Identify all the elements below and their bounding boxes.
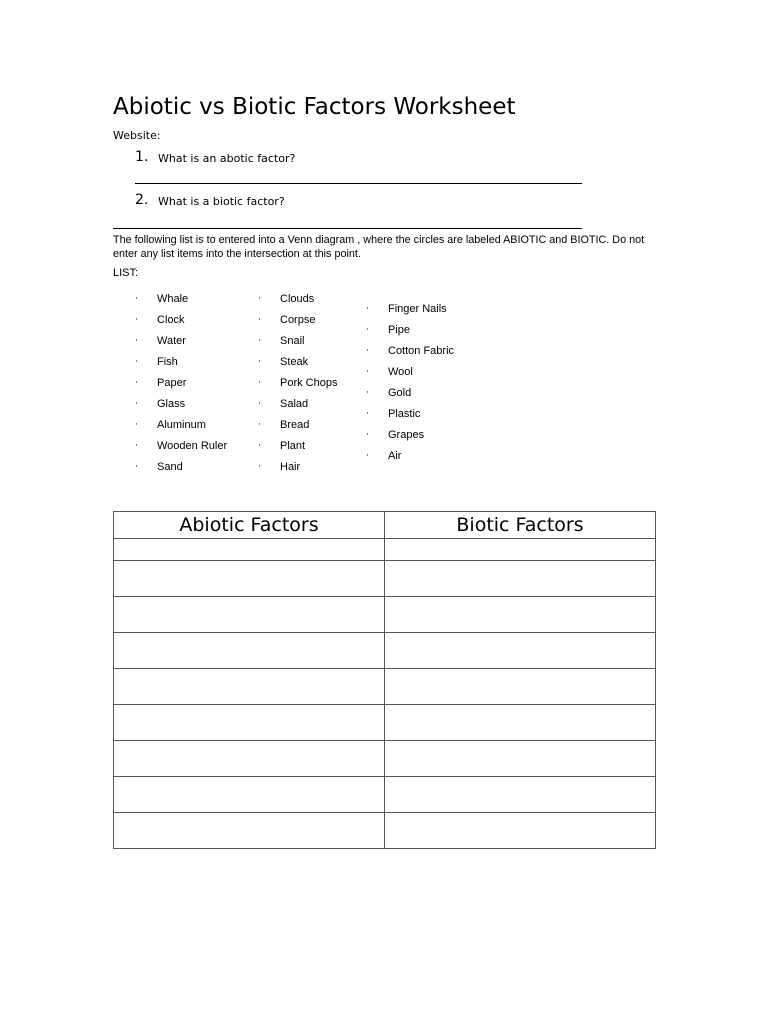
list-item: Salad: [280, 398, 309, 410]
list-item: Bread: [280, 419, 310, 431]
abiotic-cell[interactable]: [114, 669, 385, 705]
biotic-cell[interactable]: [385, 669, 656, 705]
bullet-icon: ·: [366, 451, 369, 461]
list-item: Cotton Fabric: [388, 345, 455, 357]
bullet-icon: ·: [135, 399, 138, 409]
list-item: Paper: [157, 377, 187, 389]
list-item: Wooden Ruler: [157, 440, 228, 452]
table-row: [114, 633, 656, 669]
bullet-icon: ·: [258, 315, 261, 325]
table-row: [114, 705, 656, 741]
bullet-icon: ·: [366, 304, 369, 314]
bullet-icon: ·: [258, 420, 261, 430]
list-item: Aluminum: [157, 419, 206, 431]
list-item: Water: [157, 335, 186, 347]
page-title: Abiotic vs Biotic Factors Worksheet: [113, 94, 516, 120]
list-label: LIST:: [113, 267, 139, 279]
table-row: [114, 777, 656, 813]
biotic-cell[interactable]: [385, 561, 656, 597]
bullet-icon: ·: [135, 294, 138, 304]
bullet-icon: ·: [135, 357, 138, 367]
question-1-number: 1.: [135, 149, 149, 165]
list-item: Glass: [157, 398, 186, 410]
bullet-icon: ·: [366, 346, 369, 356]
bullet-icon: ·: [366, 388, 369, 398]
bullet-icon: ·: [258, 441, 261, 451]
factors-table: [113, 511, 656, 849]
bullet-icon: ·: [135, 315, 138, 325]
list-item: Steak: [280, 356, 309, 368]
bullet-icon: ·: [135, 336, 138, 346]
abiotic-cell[interactable]: [114, 561, 385, 597]
question-2-number: 2.: [135, 192, 149, 208]
bullet-icon: ·: [366, 367, 369, 377]
bullet-icon: ·: [366, 325, 369, 335]
list-item: Plastic: [388, 408, 421, 420]
abiotic-cell[interactable]: [114, 705, 385, 741]
list-item: Fish: [157, 356, 178, 368]
biotic-cell[interactable]: [385, 777, 656, 813]
list-item: Clock: [157, 314, 185, 326]
abiotic-cell[interactable]: [114, 777, 385, 813]
bullet-icon: ·: [135, 420, 138, 430]
header-abiotic-factors: Abiotic Factors: [114, 512, 385, 539]
biotic-cell[interactable]: [385, 705, 656, 741]
list-item: Wool: [388, 366, 413, 378]
list-item: Clouds: [280, 293, 315, 305]
list-item: Pipe: [388, 324, 411, 336]
bullet-icon: ·: [258, 462, 261, 472]
table-row: [114, 741, 656, 777]
list-item: Grapes: [388, 429, 425, 441]
table-row: [114, 669, 656, 705]
bullet-icon: ·: [135, 441, 138, 451]
bullet-icon: ·: [135, 378, 138, 388]
answer-line-2: [113, 228, 582, 229]
biotic-cell[interactable]: [385, 597, 656, 633]
biotic-cell[interactable]: [385, 633, 656, 669]
bullet-icon: ·: [366, 409, 369, 419]
list-item: Gold: [388, 387, 412, 399]
table-row: [114, 561, 656, 597]
list-item: Finger Nails: [388, 303, 447, 315]
bullet-icon: ·: [258, 378, 261, 388]
list-item: Sand: [157, 461, 183, 473]
bullet-icon: ·: [258, 357, 261, 367]
list-item: Air: [388, 450, 402, 462]
website-label: Website:: [113, 129, 161, 142]
question-1-text: What is an abotic factor?: [158, 152, 296, 165]
list-item: Plant: [280, 440, 306, 452]
abiotic-cell[interactable]: [114, 597, 385, 633]
bullet-icon: ·: [366, 430, 369, 440]
abiotic-cell[interactable]: [114, 741, 385, 777]
list-item: Corpse: [280, 314, 316, 326]
table-row: [114, 597, 656, 633]
list-item: Snail: [280, 335, 305, 347]
biotic-cell[interactable]: [385, 813, 656, 849]
biotic-cell[interactable]: [385, 741, 656, 777]
answer-line-1: [135, 183, 582, 184]
list-item: Pork Chops: [280, 377, 338, 389]
question-2-text: What is a biotic factor?: [158, 195, 285, 208]
bullet-icon: ·: [258, 294, 261, 304]
abiotic-cell[interactable]: [114, 633, 385, 669]
table-row: [114, 539, 656, 561]
header-biotic-factors: Biotic Factors: [385, 512, 656, 539]
instructions-text: The following list is to entered into a Venn diagram , where the circles are labeled ABIOTIC and BIOTIC. Do not enter any list items into the intersection at this point.: [113, 234, 645, 260]
abiotic-cell[interactable]: [114, 813, 385, 849]
table-header-row: [114, 512, 656, 539]
table-row: [114, 813, 656, 849]
bullet-icon: ·: [258, 399, 261, 409]
list-item: Whale: [157, 293, 189, 305]
list-item: Hair: [280, 461, 301, 473]
bullet-icon: ·: [258, 336, 261, 346]
abiotic-cell[interactable]: [114, 539, 385, 561]
bullet-icon: ·: [135, 462, 138, 472]
biotic-cell[interactable]: [385, 539, 656, 561]
